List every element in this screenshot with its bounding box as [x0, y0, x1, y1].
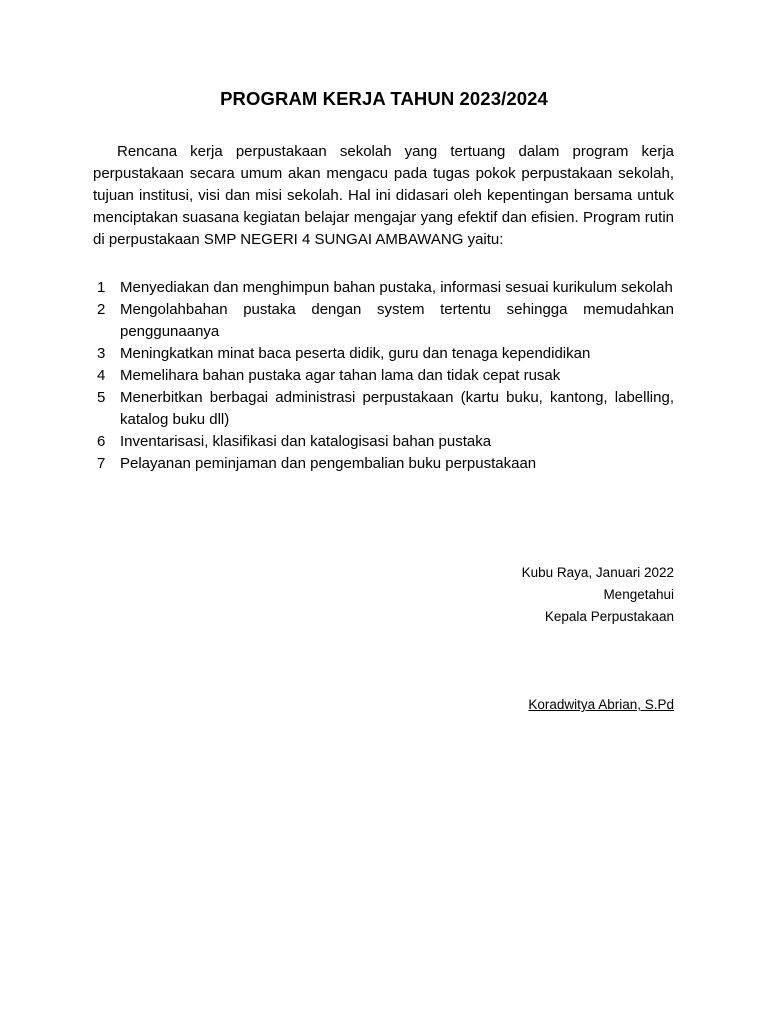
list-item-number: 3 — [97, 345, 106, 362]
signature-place-date: Kubu Raya, Januari 2022 — [521, 565, 674, 580]
list-item — [93, 343, 674, 365]
intro-paragraph: Rencana kerja perpustakaan sekolah yang tertuang dalam program kerja perpustakaan secara umum akan mengacu pada tugas pokok perpustakaan sekolah, tujuan institusi, visi dan misi sekolah. Hal ini didasari oleh kepentingan bersama untuk menciptakan suasana kegiatan belajar mengajar yang efektif dan efisien. Program rutin di perpustakaan SMP NEGERI 4 SUNGAI AMBAWANG yaitu: — [93, 143, 674, 248]
list-item-text: Meningkatkan minat baca peserta didik, guru dan tenaga kependidikan — [120, 345, 591, 362]
list-item-text: Menerbitkan berbagai administrasi perpustakaan (kartu buku, kantong, labelling, katalog buku dll) — [120, 389, 674, 428]
list-item — [93, 299, 674, 343]
list-item — [93, 453, 674, 475]
list-item — [93, 387, 674, 431]
list-item — [93, 277, 674, 299]
signature-acknowledged: Mengetahui — [603, 587, 674, 602]
list-item-number: 5 — [97, 389, 106, 406]
list-item-text: Mengolahbahan pustaka dengan system tertentu sehingga memudahkan penggunaanya — [120, 301, 674, 340]
list-item-number: 6 — [97, 433, 106, 450]
list-item — [93, 365, 674, 387]
list-item-text: Menyediakan dan menghimpun bahan pustaka, informasi sesuai kurikulum sekolah — [120, 279, 673, 296]
signature-position: Kepala Perpustakaan — [544, 609, 674, 624]
list-item-number: 7 — [97, 455, 106, 472]
list-item-number: 1 — [97, 279, 106, 296]
program-list — [93, 277, 674, 475]
list-item-number: 2 — [97, 301, 106, 318]
list-item-number: 4 — [97, 367, 106, 384]
signature-block — [522, 562, 674, 628]
signature-name: Koradwitya Abrian, S.Pd — [528, 697, 674, 712]
list-item-text: Pelayanan peminjaman dan pengembalian buku perpustakaan — [120, 455, 537, 472]
list-item — [93, 431, 674, 453]
list-item-text: Inventarisasi, klasifikasi dan katalogisasi bahan pustaka — [120, 433, 492, 450]
list-item-text: Memelihara bahan pustaka agar tahan lama dan tidak cepat rusak — [120, 367, 561, 384]
document-title: PROGRAM KERJA TAHUN 2023/2024 — [220, 88, 548, 109]
